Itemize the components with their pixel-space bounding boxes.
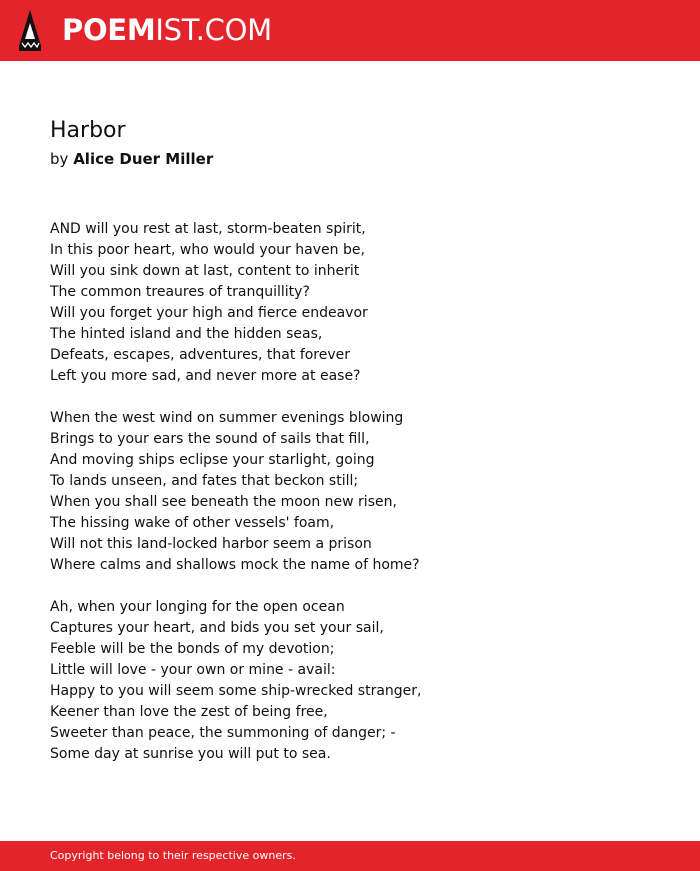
poem-line: Brings to your ears the sound of sails that fill, <box>50 431 370 447</box>
poem-line: The common treaures of tranquillity? <box>50 284 310 300</box>
poem-line: Will not this land-locked harbor seem a prison <box>50 536 372 552</box>
poem-line: Some day at sunrise you will put to sea. <box>50 746 331 762</box>
poem-line: Ah, when your longing for the open ocean <box>50 599 345 615</box>
poem-line: Happy to you will seem some ship-wrecked stranger, <box>50 683 422 699</box>
poem-stanza <box>50 219 570 387</box>
poem-body <box>50 219 570 786</box>
poem-stanza <box>50 597 570 765</box>
poem-line: Feeble will be the bonds of my devotion; <box>50 641 335 657</box>
poem-line: Keener than love the zest of being free, <box>50 704 328 720</box>
poem-line: Will you sink down at last, content to inherit <box>50 263 360 279</box>
poem-byline <box>50 149 213 169</box>
copyright-notice: Copyright belong to their respective owners. <box>50 849 296 862</box>
site-header <box>0 0 700 61</box>
poem-line: Will you forget your high and fierce endeavor <box>50 305 368 321</box>
poem-line: And moving ships eclipse your starlight, going <box>50 452 375 468</box>
poem-line: Captures your heart, and bids you set your sail, <box>50 620 384 636</box>
poem-line: AND will you rest at last, storm-beaten spirit, <box>50 221 366 237</box>
poem-line: Sweeter than peace, the summoning of danger; - <box>50 725 396 741</box>
poem-line: Defeats, escapes, adventures, that forever <box>50 347 351 363</box>
poem-line: The hinted island and the hidden seas, <box>50 326 323 342</box>
poem-line: To lands unseen, and fates that beckon still; <box>50 473 359 489</box>
poem-stanza <box>50 408 570 576</box>
poem-line: In this poor heart, who would your haven be, <box>50 242 365 258</box>
site-footer <box>0 841 700 871</box>
brand-light: IST.COM <box>155 13 272 47</box>
poem-line: The hissing wake of other vessels' foam, <box>50 515 335 531</box>
poem-line: Little will love - your own or mine - avail: <box>50 662 336 678</box>
brand-bold: POEM <box>62 13 156 47</box>
author-name: Alice Duer Miller <box>73 150 214 168</box>
poem-line: When the west wind on summer evenings blowing <box>50 410 404 426</box>
site-logo-text[interactable] <box>62 12 272 48</box>
poem-line: Where calms and shallows mock the name of home? <box>50 557 420 573</box>
poem-line: Left you more sad, and never more at ease? <box>50 368 361 384</box>
poem-title: Harbor <box>50 118 126 143</box>
by-label: by <box>50 150 69 168</box>
pencil-tip-icon[interactable] <box>18 9 42 52</box>
poem-line: When you shall see beneath the moon new risen, <box>50 494 397 510</box>
